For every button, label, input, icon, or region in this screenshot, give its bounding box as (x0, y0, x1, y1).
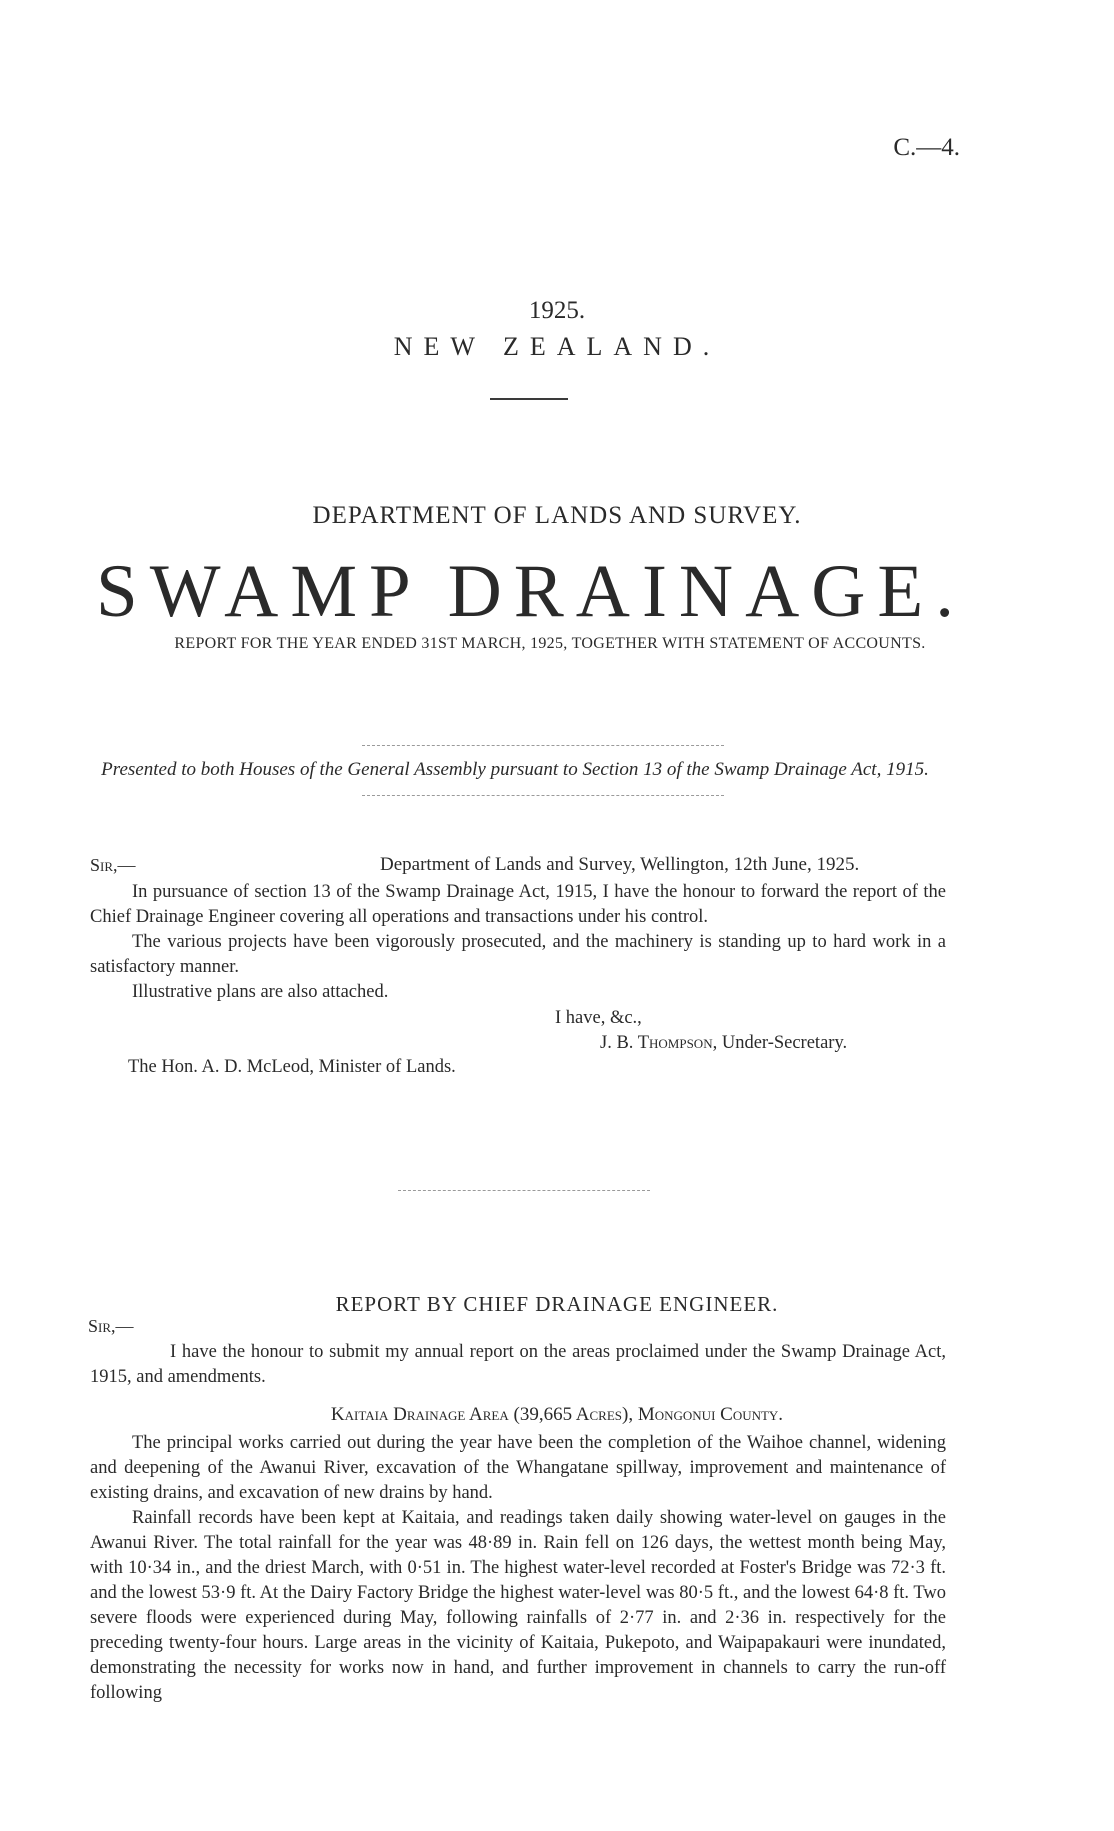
document-title (96, 552, 966, 632)
country-heading: NEW ZEALAND. (393, 332, 721, 361)
report-subtitle: REPORT FOR THE YEAR ENDED 31ST MARCH, 1925, TOGETHER WITH STATEMENT OF ACCOUNTS. (174, 635, 926, 652)
presented-bottom-rule (362, 795, 724, 796)
title-word-drainage: DRAINAGE. (447, 550, 966, 633)
letter-paragraph: Illustrative plans are also attached. (132, 982, 389, 1002)
signature-name: J. B. Thompson, (600, 1033, 718, 1053)
report-paragraph: The principal works carried out during the year have been the completion of the Waihoe channel, widening and deepening of the Awanui River, excavation of the Whangatane spillway, improvement and maintenance of existing drains, and excavation of new drains by hand. (90, 1433, 946, 1503)
letter-salutation: Sir,— (90, 855, 136, 875)
section-divider (398, 1190, 650, 1191)
section-heading: Kaitaia Drainage Area (39,665 Acres), Mongonui County. (330, 1404, 784, 1425)
page-reference: C.—4. (893, 134, 960, 161)
report-paragraph: Rainfall records have been kept at Kaitaia, and readings taken daily showing water-level on gauges in the Awanui River. The total rainfall for the year was 48·89 in. Rain fell on 126 days, the wettest month being May, with 10·34 in., and the driest March, with 0·51 in. The highest water-level recorded at Foster's Bridge was 72·3 ft. and the lowest 53·9 ft. At the Dairy Factory Bridge the highest water-level was 80·5 ft., and the lowest 64·8 ft. Two severe floods were experienced during May, following rainfalls of 2·77 in. and 2·36 in. respectively for the preceding twenty-four hours. Large areas in the vicinity of Kaitaia, Pukepoto, and Waipapakauri were inundated, demonstrating the necessity for works now in hand, and further improvement in channels to carry the run-off following (90, 1508, 946, 1703)
report-body (90, 1431, 946, 1706)
report-intro (90, 1340, 946, 1390)
letter-paragraph: In pursuance of section 13 of the Swamp Drainage Act, 1915, I have the honour to forward the report of the Chief Drainage Engineer covering all operations and transactions under his control. (90, 882, 946, 927)
header-rule (490, 398, 568, 400)
letter-addressee: The Hon. A. D. McLeod, Minister of Lands. (128, 1057, 456, 1077)
presented-note: Presented to both Houses of the General Assembly pursuant to Section 13 of the Swamp Drainage Act, 1915. (101, 759, 929, 780)
presented-top-rule (362, 745, 724, 746)
letter-signature (600, 1033, 847, 1054)
department-heading: DEPARTMENT OF LANDS AND SURVEY. (312, 502, 802, 529)
report-salutation: Sir,— (88, 1316, 134, 1336)
letter-body (90, 880, 946, 1005)
letter-dateline: Department of Lands and Survey, Wellington, 12th June, 1925. (380, 854, 860, 875)
report-heading: REPORT BY CHIEF DRAINAGE ENGINEER. (335, 1292, 779, 1316)
title-word-swamp: SWAMP (96, 550, 423, 633)
letter-paragraph: The various projects have been vigorously prosecuted, and the machinery is standing up to hard work in a satisfactory manner. (90, 932, 946, 977)
publication-year: 1925. (528, 297, 586, 324)
signature-title: Under-Secretary. (721, 1033, 848, 1053)
report-intro-paragraph: I have the honour to submit my annual report on the areas proclaimed under the Swamp Drainage Act, 1915, and amendments. (90, 1342, 946, 1387)
letter-closing: I have, &c., (555, 1008, 642, 1028)
